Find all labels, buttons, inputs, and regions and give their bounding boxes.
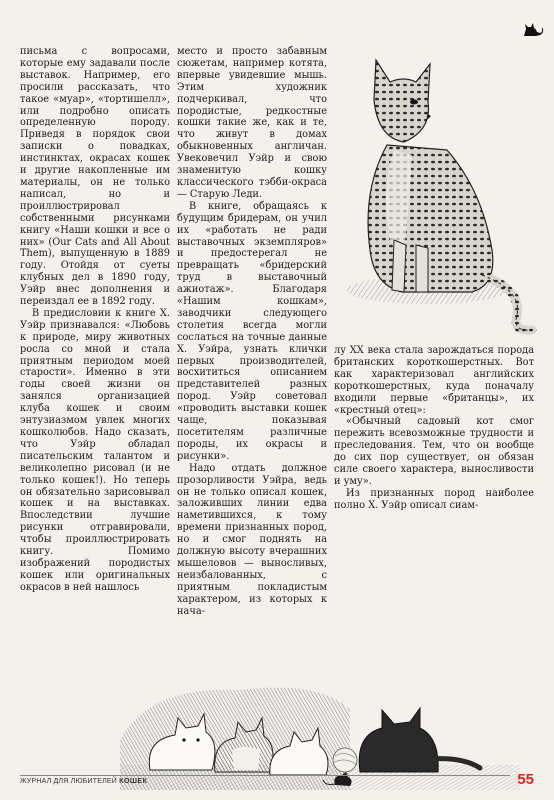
- paragraph: Из признанных пород наиболее полно Х. Уэйр описал сиам-: [334, 487, 534, 511]
- column-3: [334, 345, 534, 512]
- kittens-and-mouse-engraving: [120, 680, 520, 790]
- paragraph: В предисловии к книге Х. Уэйр признавался: «Любовь к природе, миру животных росла со мной и стала приятным периодом моей старости». Именно в эти годы своей жизни он занялся организацией клуба кошек и своим энтузиазмом увлек многих кошколюбов. Надо сказать, что Уэйр обладал писательским талантом и великолепно рисовал (и не только кошек!). Но теперь он обязательно зарисовывал кошек и на выставках. Впоследствии лучшие рисунки отгравировали, чтобы проиллюстрировать книгу. Помимо изображений породистых кошек или оригинальных окрасов в ней нашлось: [20, 307, 170, 593]
- column-2: [177, 46, 327, 618]
- cat-silhouette-icon: [522, 20, 544, 38]
- paragraph: лу XX века стала зарождаться порода британских короткошерстных. Вот как характеризовал английских короткошерстных, куда поначалу входили первые «британцы», их «крестный отец»:: [334, 345, 534, 416]
- page-number: 55: [517, 771, 534, 788]
- paragraph: «Обычный садовый кот смог пережить всевозможные трудности и преследования. Тем, что он вообще до сих пор существует, он обязан силе своего характера, выносливости и уму».: [334, 416, 534, 487]
- sitting-cat-engraving: [332, 40, 547, 340]
- paragraph: место и просто забавным сюжетам, например котята, впервые увидевшие мышь. Этим художник подчеркивал, что породистые, редкостные кошки такие же, как и те, что живут в домах обыкновенных англичан. Увековечил Уэйр и свою знаменитую кошку классического тэбби-окраса — Старую Леди.: [177, 46, 327, 200]
- footer-divider: [20, 775, 510, 776]
- paragraph: Надо отдать должное прозорливости Уэйра, ведь он не только описал кошек, заложивших линии едва наметившихся, к тому времени признанных пород, но и смог поднять на должную высоту вчерашних мышеловов — выносливых, неизбалованных, с приятным покладистым характером, из которых к нача-: [177, 462, 327, 617]
- column-1: [20, 46, 170, 594]
- paragraph: письма с вопросами, которые ему задавали после выставок. Например, его просили рассказать, что такое «муар», «тортишелл», или подробно описать определенную породу. Приведя в порядок свои записки о повадках, инстинктах, окрасах кошек и другие накопленные им материалы, он не только написал, но и проиллюстрировал собственными рисунками книгу «Наши кошки и все о них» (Our Cats and All About Them), выпущенную в 1889 году. Отойдя от суеты клубных дел в 1890 году, Уэйр внес дополнения и переиздал ее в 1892 году.: [20, 46, 170, 308]
- paragraph: В книге, обращаясь к будущим бридерам, он учил их «работать не ради выставочных экземпляров» и предостерегал не превращать «бридерский труд в выставочный ажиотаж». Благодаря «Нашим кошкам», заводчики следующего столетия всегда могли сослаться на точные данные Х. Уэйра, узнать клички первых производителей, восхититься описанием представителей разных пород. Уэйр советовал «проводить выставки кошек чаще, показывая посетителям различные породы, их окрасы и рисунки».: [177, 200, 327, 462]
- magazine-footer-label: ЖУРНАЛ ДЛЯ ЛЮБИТЕЛЕЙ КОШЕК: [20, 778, 148, 785]
